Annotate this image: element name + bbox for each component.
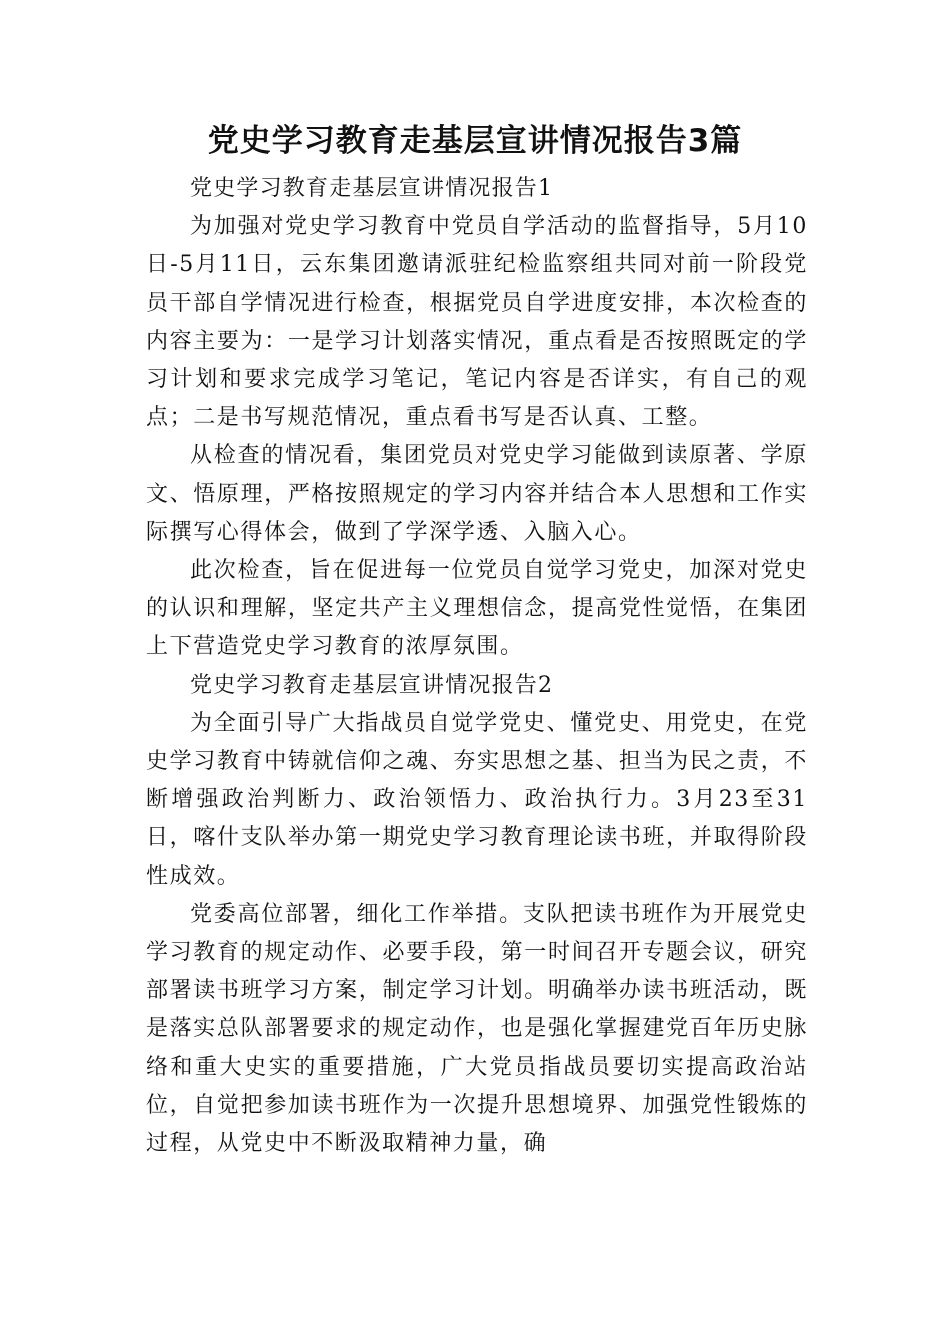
paragraph: 为加强对党史学习教育中党员自学活动的监督指导，5月10日-5月11日，云东集团邀请派驻纪检监察组共同对前一阶段党员干部自学情况进行检查，根据党员自学进度安排，本次检查的内容主要为：一是学习计划落实情况，重点看是否按照既定的学习计划和要求完成学习笔记，笔记内容是否详实，有自己的观点；二是书写规范情况，重点看书写是否认真、工整。: [146, 214, 808, 431]
paragraph: 从检查的情况看，集团党员对党史学习能做到读原著、学原文、悟原理，严格按照规定的学习内容并结合本人思想和工作实际撰写心得体会，做到了学深学透、入脑入心。: [146, 443, 808, 545]
paragraph: 此次检查，旨在促进每一位党员自觉学习党史，加深对党史的认识和理解，坚定共产主义理想信念，提高党性觉悟，在集团上下营造党史学习教育的浓厚氛围。: [146, 558, 808, 660]
document-title: 党史学习教育走基层宣讲情况报告3篇: [207, 123, 743, 159]
section-heading-2: 党史学习教育走基层宣讲情况报告2: [190, 672, 554, 698]
paragraph: 为全面引导广大指战员自觉学党史、懂党史、用党史，在党史学习教育中铸就信仰之魂、夯实思想之基、担当为民之责，不断增强政治判断力、政治领悟力、政治执行力。3月23至31日，喀什支队举办第一期党史学习教育理论读书班，并取得阶段性成效。: [146, 710, 808, 889]
document-body: [146, 170, 808, 1163]
paragraph: 党委高位部署，细化工作举措。支队把读书班作为开展党史学习教育的规定动作、必要手段，第一时间召开专题会议，研究部署读书班学习方案，制定学习计划。明确举办读书班活动，既是落实总队部署要求的规定动作，也是强化掌握建党百年历史脉络和重大史实的重要措施，广大党员指战员要切实提高政治站位，自觉把参加读书班作为一次提升思想境界、加强党性锻炼的过程，从党史中不断汲取精神力量，确: [146, 901, 808, 1157]
section-heading-1: 党史学习教育走基层宣讲情况报告1: [190, 176, 554, 201]
